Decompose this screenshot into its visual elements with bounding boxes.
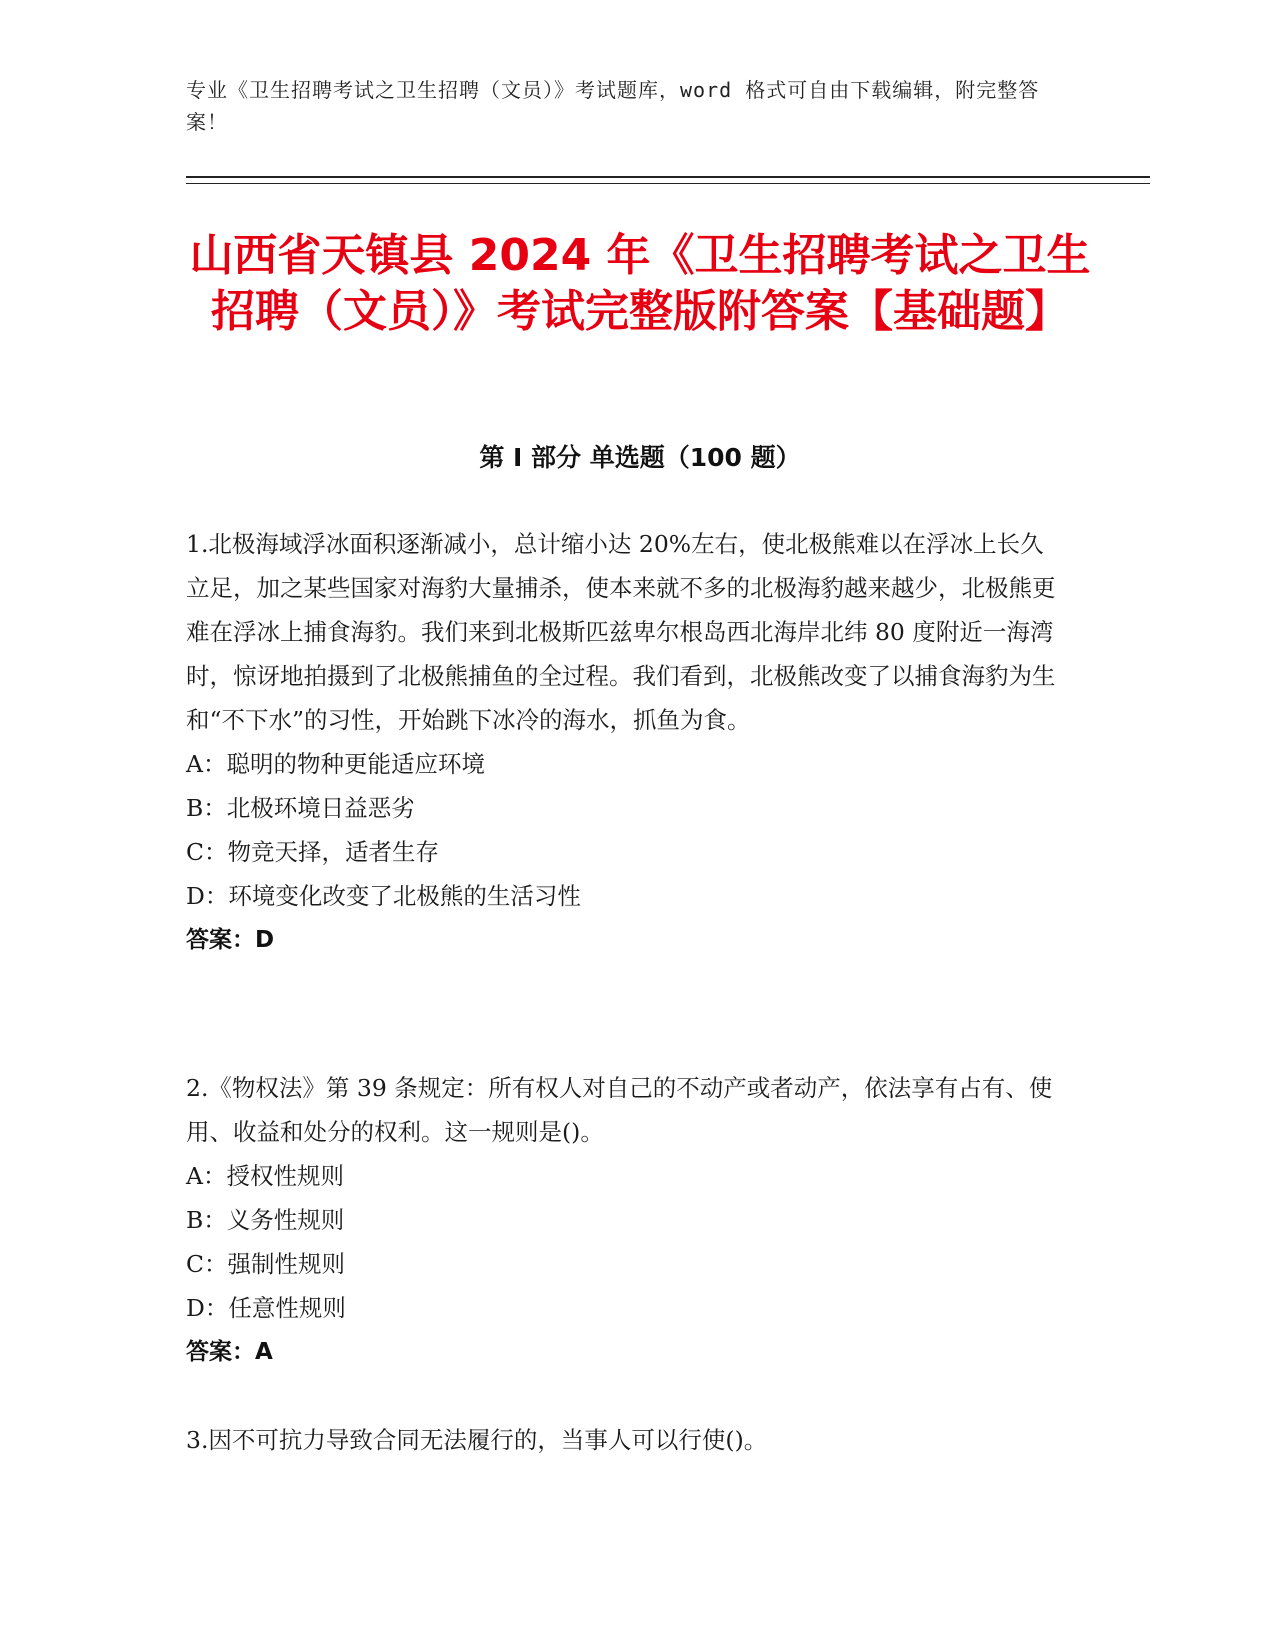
header-rule-thick (186, 176, 1150, 178)
header-note: 专业《卫生招聘考试之卫生招聘（文员）》考试题库，word 格式可自由下载编辑，附完整答案！ (186, 78, 1040, 134)
option-d: D：任意性规则 (186, 1294, 346, 1322)
option-c: C：强制性规则 (186, 1250, 345, 1278)
question-1 (186, 522, 1066, 962)
answer: 答案：D (186, 927, 275, 953)
answer: 答案：A (186, 1339, 273, 1365)
option-b: B：北极环境日益恶劣 (186, 794, 415, 822)
question-stem: 2.《物权法》第 39 条规定：所有权人对自己的不动产或者动产，依法享有占有、使用、收益和处分的权利。这一规则是()。 (186, 1074, 1053, 1146)
question-3 (186, 1418, 1066, 1462)
question-stem: 3.因不可抗力导致合同无法履行的，当事人可以行使()。 (186, 1426, 768, 1454)
option-a: A：授权性规则 (186, 1162, 344, 1190)
question-2 (186, 1066, 1066, 1374)
header-rule-thin (186, 183, 1150, 184)
option-c: C：物竞天择，适者生存 (186, 838, 439, 866)
option-b: B：义务性规则 (186, 1206, 345, 1234)
section-title: 第 I 部分 单选题（100 题） (479, 443, 801, 472)
question-stem: 1.北极海域浮冰面积逐渐减小，总计缩小达 20%左右，使北极熊难以在浮冰上长久立足，加之某些国家对海豹大量捕杀，使本来就不多的北极海豹越来越少，北极熊更难在浮冰上捕食海豹。我们来到北极斯匹兹卑尔根岛西北海岸北纬 80 度附近一海湾时，惊讶地拍摄到了北极熊捕鱼的全过程。我们看到，北极熊改变了以捕食海豹为生和“不下水”的习性，开始跳下冰冷的海水，抓鱼为食。 (186, 530, 1056, 734)
option-d: D：环境变化改变了北极熊的生活习性 (186, 882, 581, 910)
option-a: A：聪明的物种更能适应环境 (186, 750, 485, 778)
document-title: 山西省天镇县 2024 年《卫生招聘考试之卫生招聘（文员）》考试完整版附答案【基础题】 (189, 230, 1091, 337)
